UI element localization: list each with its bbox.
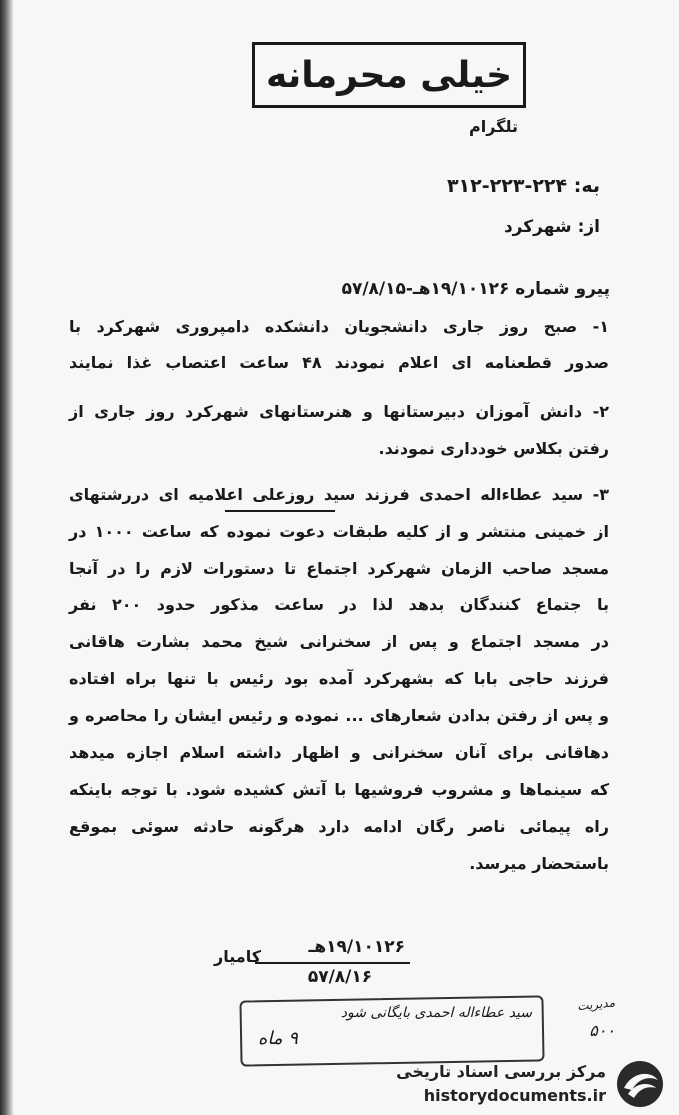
body-line: ۲- دانش آموزان دبیرستانها و هنرستانهای شهرکرد روز جاری از	[69, 402, 609, 421]
body-line: رفتن بکلاس خودداری نمودند.	[378, 439, 609, 458]
body-line: راه پیمائی ناصر رگان ادامه دارد هرگونه حادثه سوئی بموقع	[69, 817, 609, 836]
reference-line: پیرو شماره ۱۹/۱۰۱۲۶هـ-۵۷/۸/۱۵	[341, 279, 610, 299]
classification-stamp	[252, 42, 526, 108]
body-line: در مسجد اجتماع و پس از سخنرانی شیخ محمد بشارت هاقانی	[69, 632, 609, 651]
margin-note: مدیریت	[576, 995, 616, 1014]
body-line: با جتماع کنندگان بدهد لذا در ساعت مذکور حدود ۲۰۰ نفر	[69, 595, 609, 614]
body-line: ۳- سید عطاءاله احمدی فرزند سید روزعلی اعلامیه ای دررشتهای	[69, 485, 609, 504]
watermark-url: historydocuments.ir	[423, 1086, 606, 1105]
watermark-logo	[398, 1058, 670, 1112]
margin-number: ۵۰۰	[589, 1021, 615, 1040]
underline-mark	[225, 510, 335, 512]
body-line: ۱- صبح روز جاری دانشجویان دانشکده دامپروری شهرکرد با	[69, 317, 609, 336]
body-line: فرزند حاجی بابا که بشهرکرد آمده بود رئیس با تنها براه افتاده	[69, 669, 609, 688]
watermark-title: مرکز بررسی اسناد تاریخی	[396, 1062, 606, 1081]
body-line: دهاقانی برای آنان سخنرانی و اظهار داشته اسلام اجازه میدهد	[69, 743, 609, 762]
signature-date: ۵۷/۸/۱۶	[307, 967, 373, 987]
body-line: که سینماها و مشروب فروشیها با آتش کشیده شود. با توجه باینکه	[69, 780, 609, 799]
handwritten-note: ۹ ماه	[258, 1028, 298, 1049]
body-line: باستحضار میرسد.	[469, 854, 609, 873]
signature-number: ۱۹/۱۰۱۲۶هـ	[308, 937, 405, 957]
telegram-label: تلگرام	[468, 117, 518, 136]
body-line: از خمینی منتشر و از کلیه طبقات دعوت نموده که ساعت ۱۰۰۰ در	[69, 522, 609, 541]
body-line: مسجد صاحب الزمان شهرکرد اجتماع تا دستورات لازم را در آنجا	[69, 559, 609, 578]
signature-label: کامیار	[214, 947, 261, 966]
recipient-line: به: ۲۲۴-۲۲۳-۳۱۲	[446, 175, 600, 197]
sender-line: از: شهرکرد	[503, 217, 600, 237]
archive-logo-icon	[612, 1058, 668, 1110]
body-line: و پس از رفتن بدادن شعارهای ... نموده و رئیس ایشان را محاصره و	[69, 706, 609, 725]
signature-rule	[255, 962, 410, 964]
classification-stamp-text: خیلی محرمانه	[265, 54, 513, 96]
handwritten-note: سید عطاءاله احمدی بایگانی شود	[340, 1005, 532, 1021]
body-line: صدور قطعنامه ای اعلام نمودند ۴۸ ساعت اعتصاب غذا نمایند	[69, 353, 609, 372]
scan-edge-shadow	[0, 0, 14, 1115]
